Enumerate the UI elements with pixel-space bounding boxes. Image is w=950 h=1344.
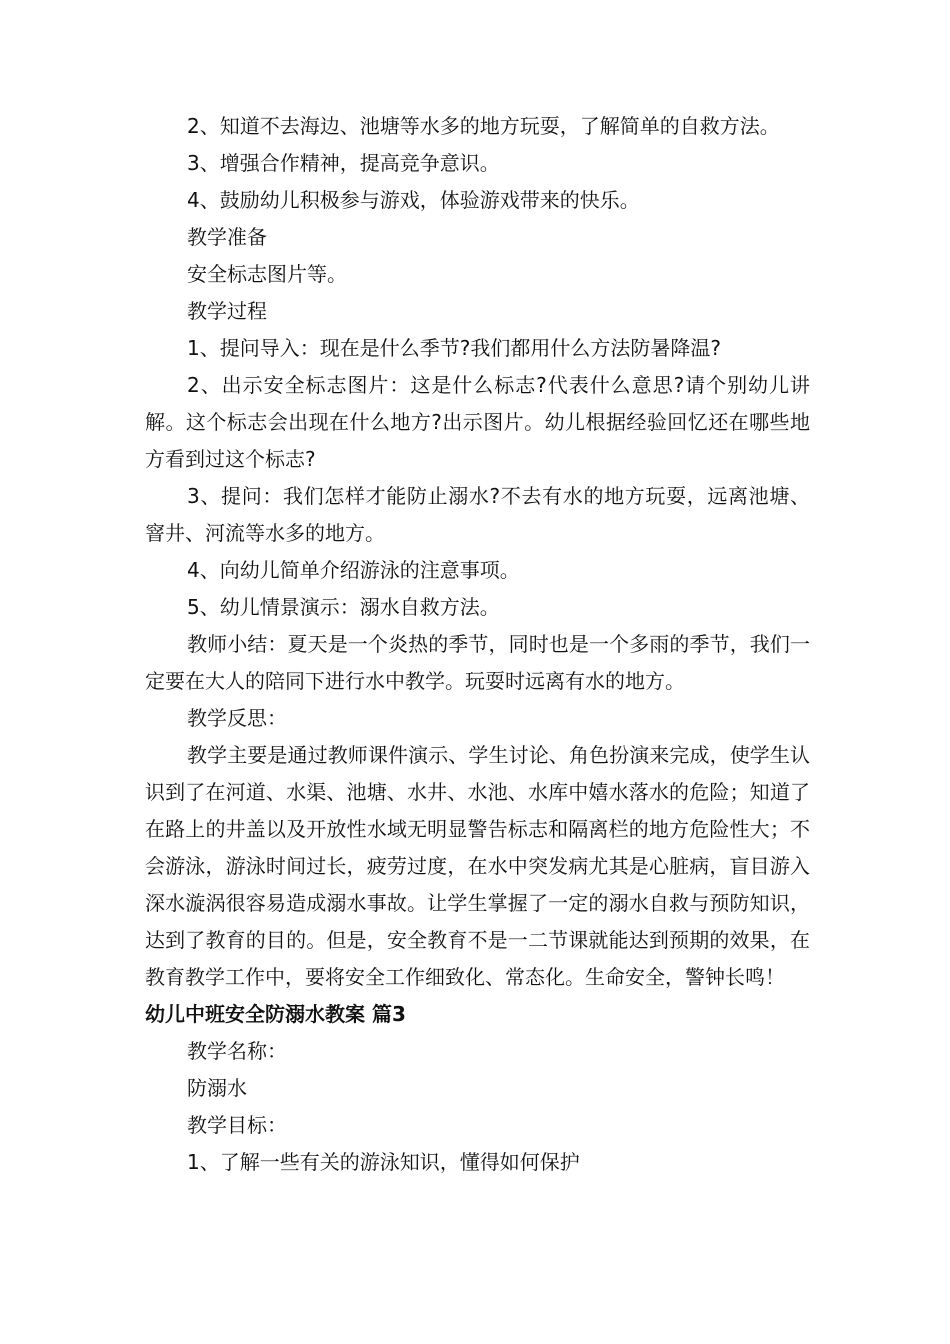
paragraph-process-title: 教学过程 <box>187 299 267 323</box>
paragraph-goal-2: 2、知道不去海边、池塘等水多的地方玩耍，了解简单的自救方法。 <box>187 114 780 138</box>
paragraph-goal-3: 3、增强合作精神，提高竞争意识。 <box>187 151 500 175</box>
paragraph-reflection-title: 教学反思： <box>187 706 287 730</box>
paragraph-reflection-body: 教学主要是通过教师课件演示、学生讨论、角色扮演来完成，使学生认识到了在河道、水渠、池塘、水井、水池、水库中嬉水落水的危险；知道了在路上的井盖以及开放性水域无明显警告标志和隔离栏的地方危险性大；不会游泳，游泳时间过长，疲劳过度，在水中突发病尤其是心脏病，盲目游入深水漩涡很容易造成溺水事故。让学生掌握了一定的溺水自救与预防知识，达到了教育的目的。但是，安全教育不是一二节课就能达到预期的效果，在教育教学工作中，要将安全工作细致化、常态化。生命安全，警钟长鸣！ <box>145 743 810 989</box>
paragraph-prep-title: 教学准备 <box>187 225 267 249</box>
paragraph-process-1: 1、提问导入：现在是什么季节?我们都用什么方法防暑降温? <box>187 336 721 360</box>
section-heading: 幼儿中班安全防溺水教案 篇3 <box>145 1002 406 1026</box>
paragraph-prep-body: 安全标志图片等。 <box>187 262 347 286</box>
paragraph-process-3: 3、提问：我们怎样才能防止溺水?不去有水的地方玩耍，远离池塘、窨井、河流等水多的地方。 <box>145 484 810 545</box>
paragraph-name-title: 教学名称： <box>187 1039 287 1063</box>
paragraph-name-body: 防溺水 <box>187 1076 247 1100</box>
paragraph-process-2: 2、出示安全标志图片：这是什么标志?代表什么意思?请个别幼儿讲解。这个标志会出现在什么地方?出示图片。幼儿根据经验回忆还在哪些地方看到过这个标志? <box>145 373 810 471</box>
paragraph-process-5: 5、幼儿情景演示：溺水自救方法。 <box>187 595 500 619</box>
paragraph-goal-4: 4、鼓励幼儿积极参与游戏，体验游戏带来的快乐。 <box>187 188 640 212</box>
paragraph-goals-title: 教学目标： <box>187 1113 287 1137</box>
paragraph-summary: 教师小结：夏天是一个炎热的季节，同时也是一个多雨的季节，我们一定要在大人的陪同下进行水中教学。玩耍时远离有水的地方。 <box>145 632 810 693</box>
paragraph-goals-1: 1、了解一些有关的游泳知识，懂得如何保护 <box>187 1150 580 1174</box>
paragraph-process-4: 4、向幼儿简单介绍游泳的注意事项。 <box>187 558 520 582</box>
document-page <box>145 108 810 1181</box>
